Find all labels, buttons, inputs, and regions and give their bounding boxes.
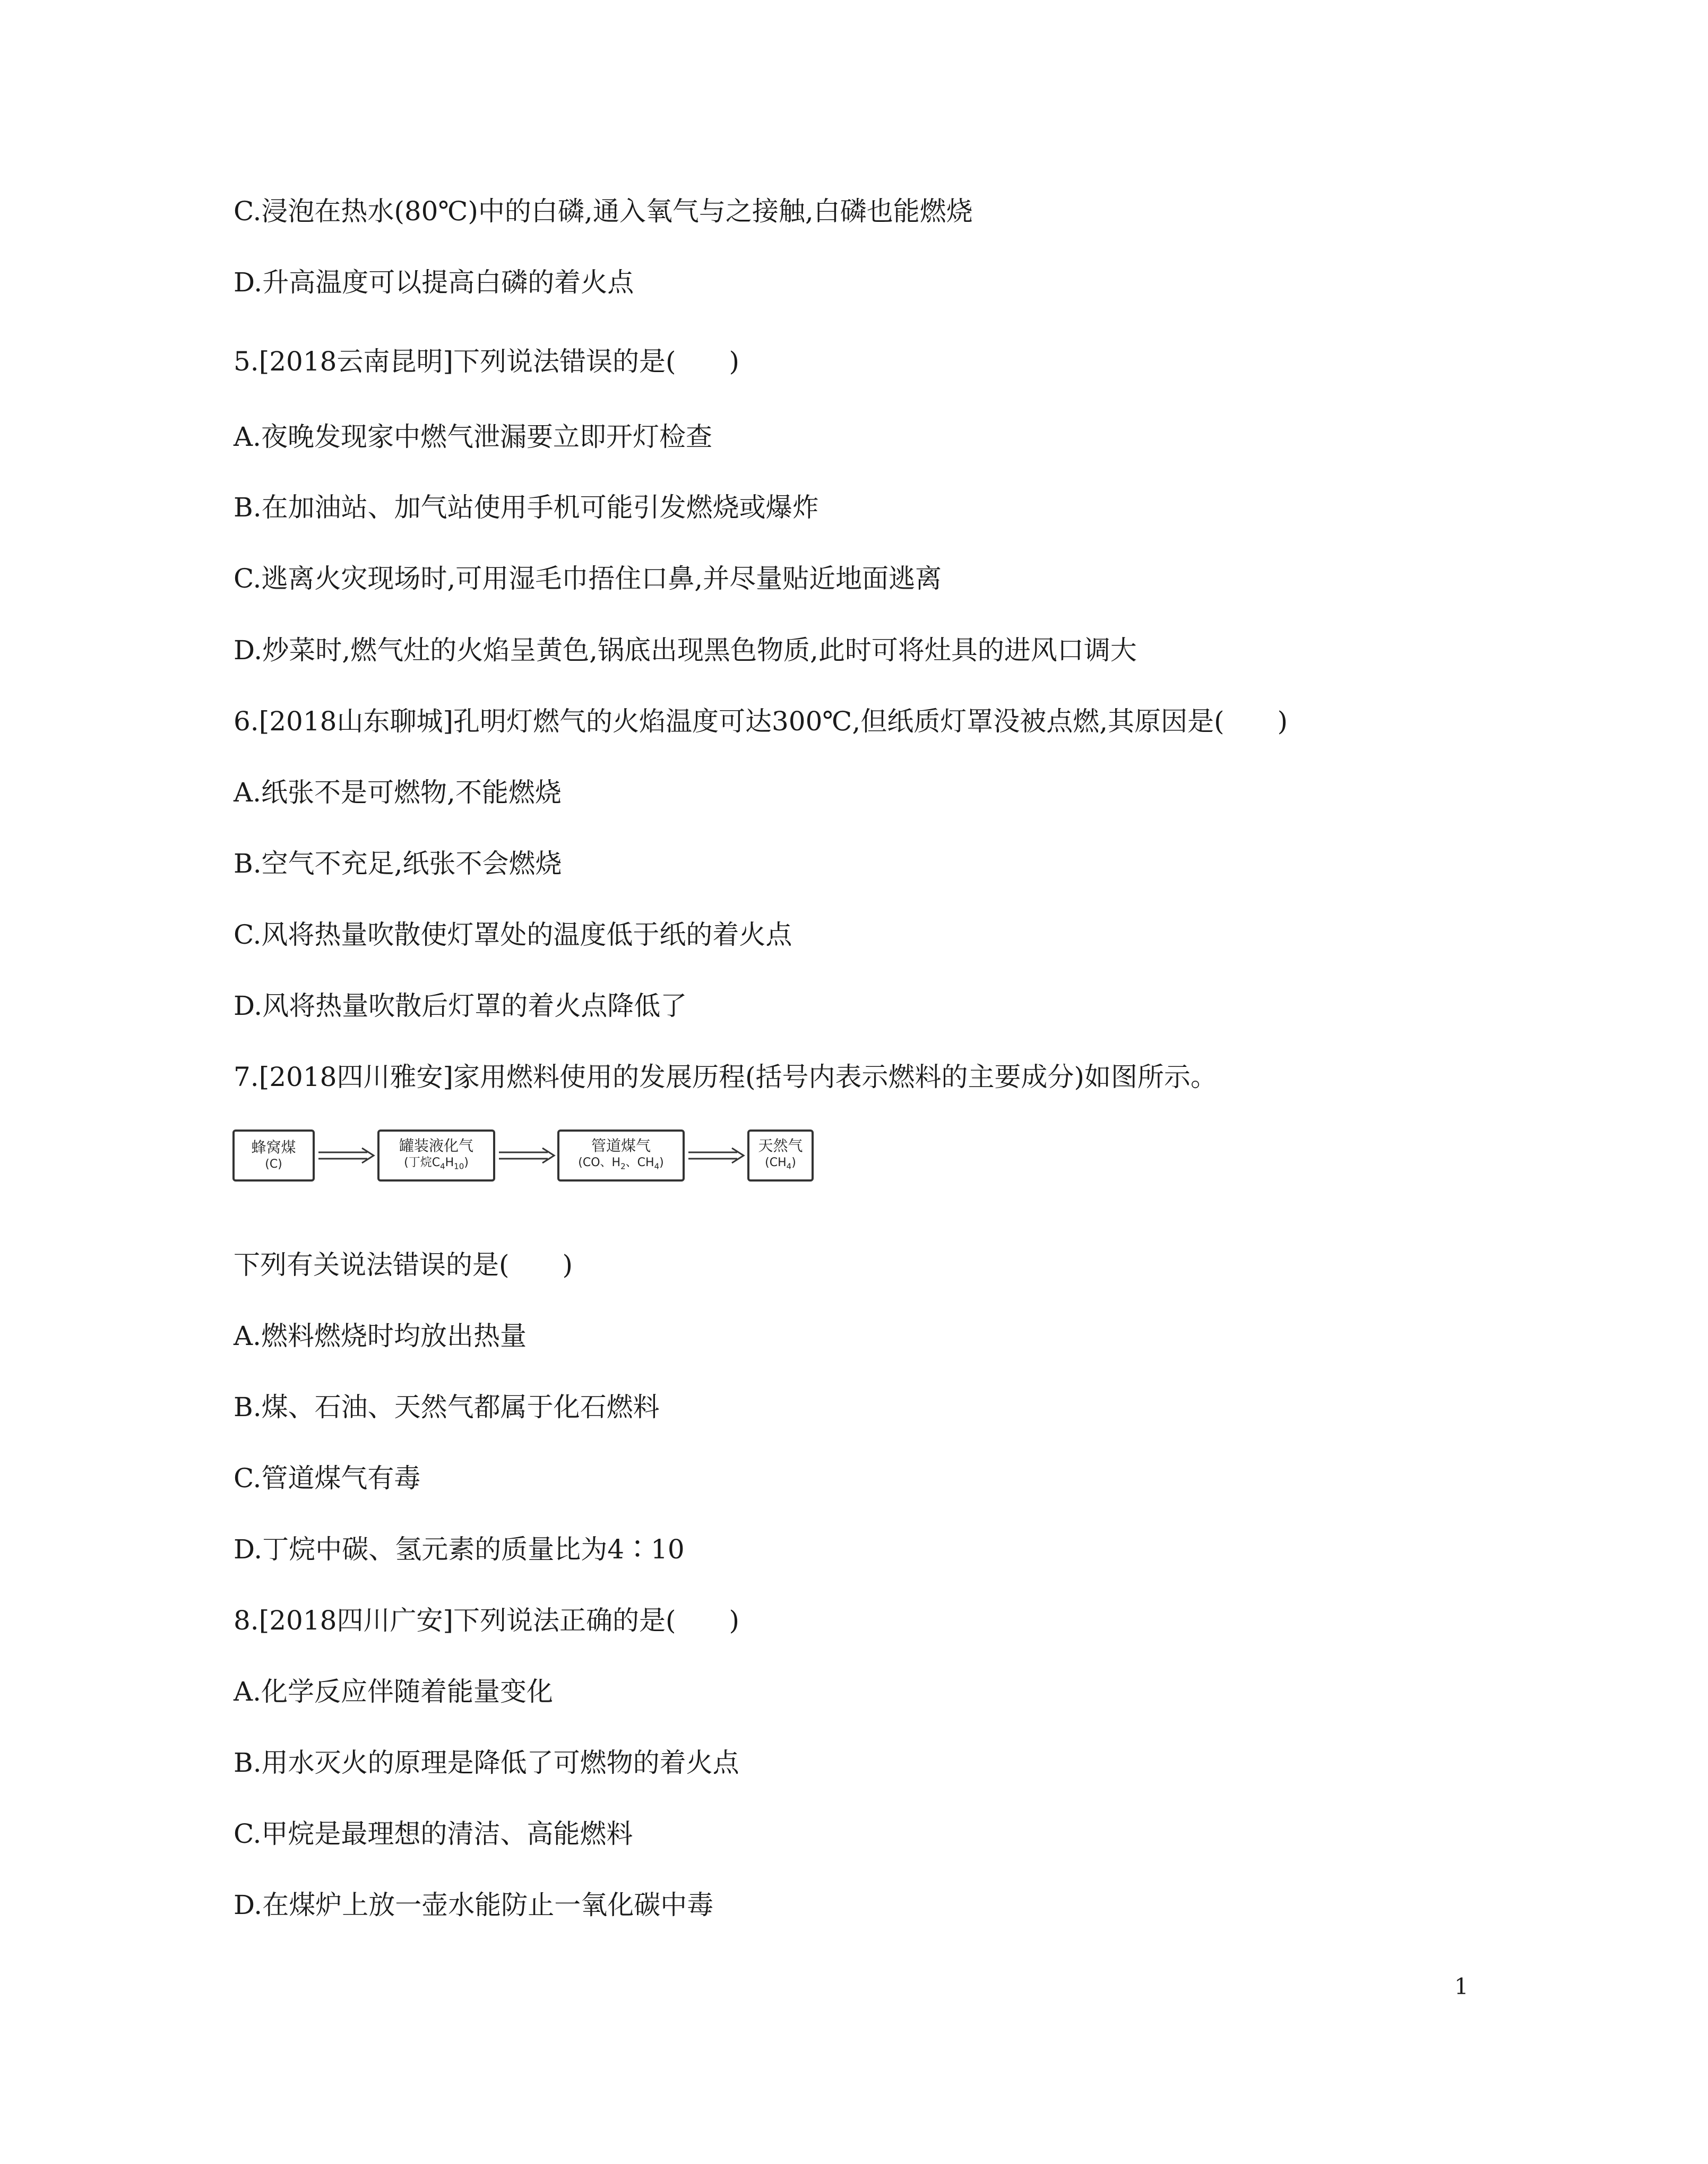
question-6: 6.[2018山东聊城]孔明灯燃气的火焰温度可达300℃,但纸质灯罩没被点燃,其原因是( ): [234, 706, 1288, 737]
q8-option-c: C.甲烷是最理想的清洁、高能燃料: [234, 1818, 633, 1849]
flow-box-formula: $(CH_4)$: [765, 1156, 796, 1171]
q6-option-b: B.空气不充足,纸张不会燃烧: [234, 848, 562, 879]
q8-option-a: A.化学反应伴随着能量变化: [234, 1676, 554, 1707]
q5-option-a: A.夜晚发现家中燃气泄漏要立即开灯检查: [234, 421, 713, 452]
question-8: 8.[2018四川广安]下列说法正确的是( ): [234, 1605, 739, 1636]
flow-box-name: 蜂窝煤: [251, 1139, 296, 1156]
page-number: 1: [1454, 1973, 1469, 1999]
flow-box-formula: (C): [265, 1158, 282, 1171]
q6-option-a: A.纸张不是可燃物,不能燃烧: [234, 777, 562, 808]
q8-option-b: B.用水灭火的原理是降低了可燃物的着火点: [234, 1747, 739, 1778]
q7-option-b: B.煤、石油、天然气都属于化石燃料: [234, 1392, 660, 1422]
double-arrow-icon: [687, 1146, 746, 1165]
flow-box-honeycomb-coal: [232, 1130, 315, 1182]
q7-option-a: A.燃料燃烧时均放出热量: [234, 1321, 527, 1351]
fuel-history-diagram: [232, 1130, 816, 1193]
flow-box-natural-gas: [747, 1130, 814, 1182]
q5-option-c: C.逃离火灾现场时,可用湿毛巾捂住口鼻,并尽量贴近地面逃离: [234, 563, 942, 594]
q4-option-c: C.浸泡在热水(80℃)中的白磷,通入氧气与之接触,白磷也能燃烧: [234, 196, 973, 227]
q4-option-d: D.升高温度可以提高白磷的着火点: [234, 267, 634, 298]
flow-box-canned-lpg: [377, 1130, 495, 1182]
q5-option-b: B.在加油站、加气站使用手机可能引发燃烧或爆炸: [234, 492, 819, 523]
q6-option-c: C.风将热量吹散使灯罩处的温度低于纸的着火点: [234, 919, 792, 950]
flow-box-name: 天然气: [758, 1136, 803, 1154]
flow-box-name: 罐装液化气: [399, 1136, 473, 1154]
flow-box-pipeline-gas: [557, 1130, 685, 1182]
q5-option-d: D.炒菜时,燃气灶的火焰呈黄色,锅底出现黑色物质,此时可将灶具的进风口调大: [234, 635, 1137, 666]
q7-option-d: D.丁烷中碳、氢元素的质量比为4∶10: [234, 1534, 685, 1565]
question-5: 5.[2018云南昆明]下列说法错误的是( ): [234, 346, 739, 377]
flow-box-formula: (CO、$H_2$、$CH_4$): [578, 1156, 664, 1171]
flow-box-formula: (丁烷$C_4H_{10}$): [404, 1156, 469, 1171]
double-arrow-icon: [498, 1146, 556, 1165]
question-7: 7.[2018四川雅安]家用燃料使用的发展历程(括号内表示燃料的主要成分)如图所示。: [234, 1062, 1217, 1092]
flow-box-name: 管道煤气: [591, 1136, 651, 1154]
q6-option-d: D.风将热量吹散后灯罩的着火点降低了: [234, 990, 687, 1021]
q7-option-c: C.管道煤气有毒: [234, 1463, 421, 1494]
q8-option-d: D.在煤炉上放一壶水能防止一氧化碳中毒: [234, 1890, 714, 1920]
q7-stem: 下列有关说法错误的是( ): [234, 1249, 573, 1280]
double-arrow-icon: [317, 1146, 376, 1165]
